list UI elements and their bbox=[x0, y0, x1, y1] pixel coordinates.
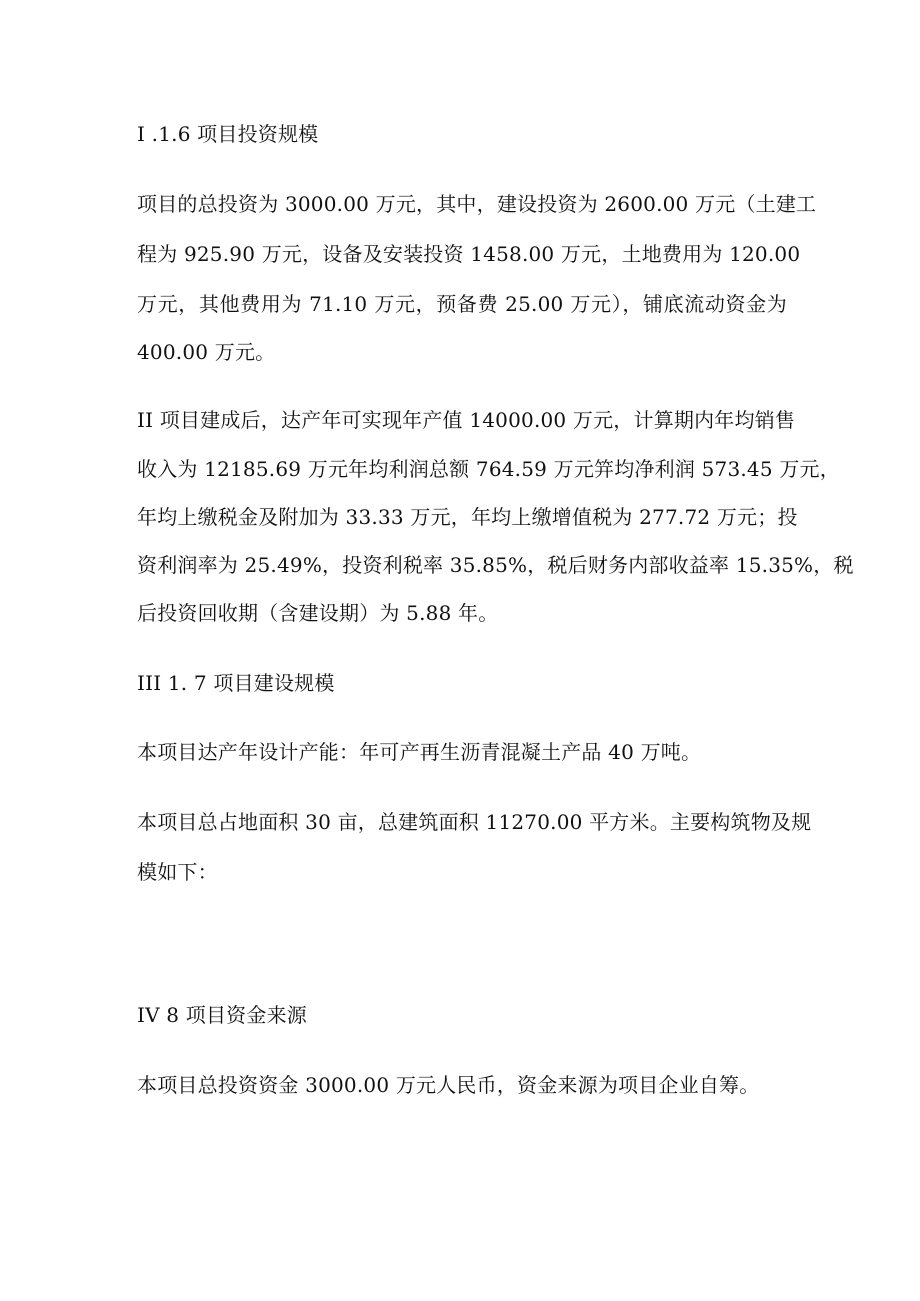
capacity-text: 本项目达产年设计产能：年可产再生沥青混凝土产品 40 万吨。 bbox=[137, 740, 702, 764]
section-heading-funding-source: IV 8 项目资金来源 bbox=[137, 1003, 307, 1027]
paragraph-line: 资利润率为 25.49%，投资利税率 35.85%，税后财务内部收益率 15.35%，税 bbox=[137, 553, 854, 577]
paragraph-line: 收入为 12185.69 万元年均利润总额 764.59 万元笄均净利润 573.45 万元， bbox=[137, 457, 840, 481]
paragraph-line: 模如下： bbox=[137, 860, 218, 884]
paragraph-line: 万元，其他费用为 71.10 万元，预备费 25.00 万元），铺底流动资金为 bbox=[137, 292, 787, 316]
paragraph-line: 后投资回收期（含建设期）为 5.88 年。 bbox=[137, 601, 499, 625]
paragraph-line: 项目的总投资为 3000.00 万元，其中，建设投资为 2600.00 万元（土建工 bbox=[137, 192, 817, 216]
paragraph-line: 年均上缴税金及附加为 33.33 万元，年均上缴增值税为 277.72 万元；投 bbox=[137, 505, 798, 529]
paragraph-line: 400.00 万元。 bbox=[137, 340, 276, 364]
section-heading-investment-scale: I .1.6 项目投资规模 bbox=[137, 122, 319, 146]
paragraph-line: 程为 925.90 万元，设备及安装投资 1458.00 万元，土地费用为 120.00 bbox=[137, 242, 801, 266]
section-heading-construction-scale: III 1. 7 项目建设规模 bbox=[137, 671, 335, 695]
paragraph-line: II 项目建成后，达产年可实现年产值 14000.00 万元，计算期内年均销售 bbox=[137, 408, 796, 432]
paragraph-line: 本项目总占地面积 30 亩，总建筑面积 11270.00 平方米。主要构筑物及规 bbox=[137, 810, 812, 834]
funding-text: 本项目总投资资金 3000.00 万元人民币，资金来源为项目企业自筹。 bbox=[137, 1073, 760, 1097]
